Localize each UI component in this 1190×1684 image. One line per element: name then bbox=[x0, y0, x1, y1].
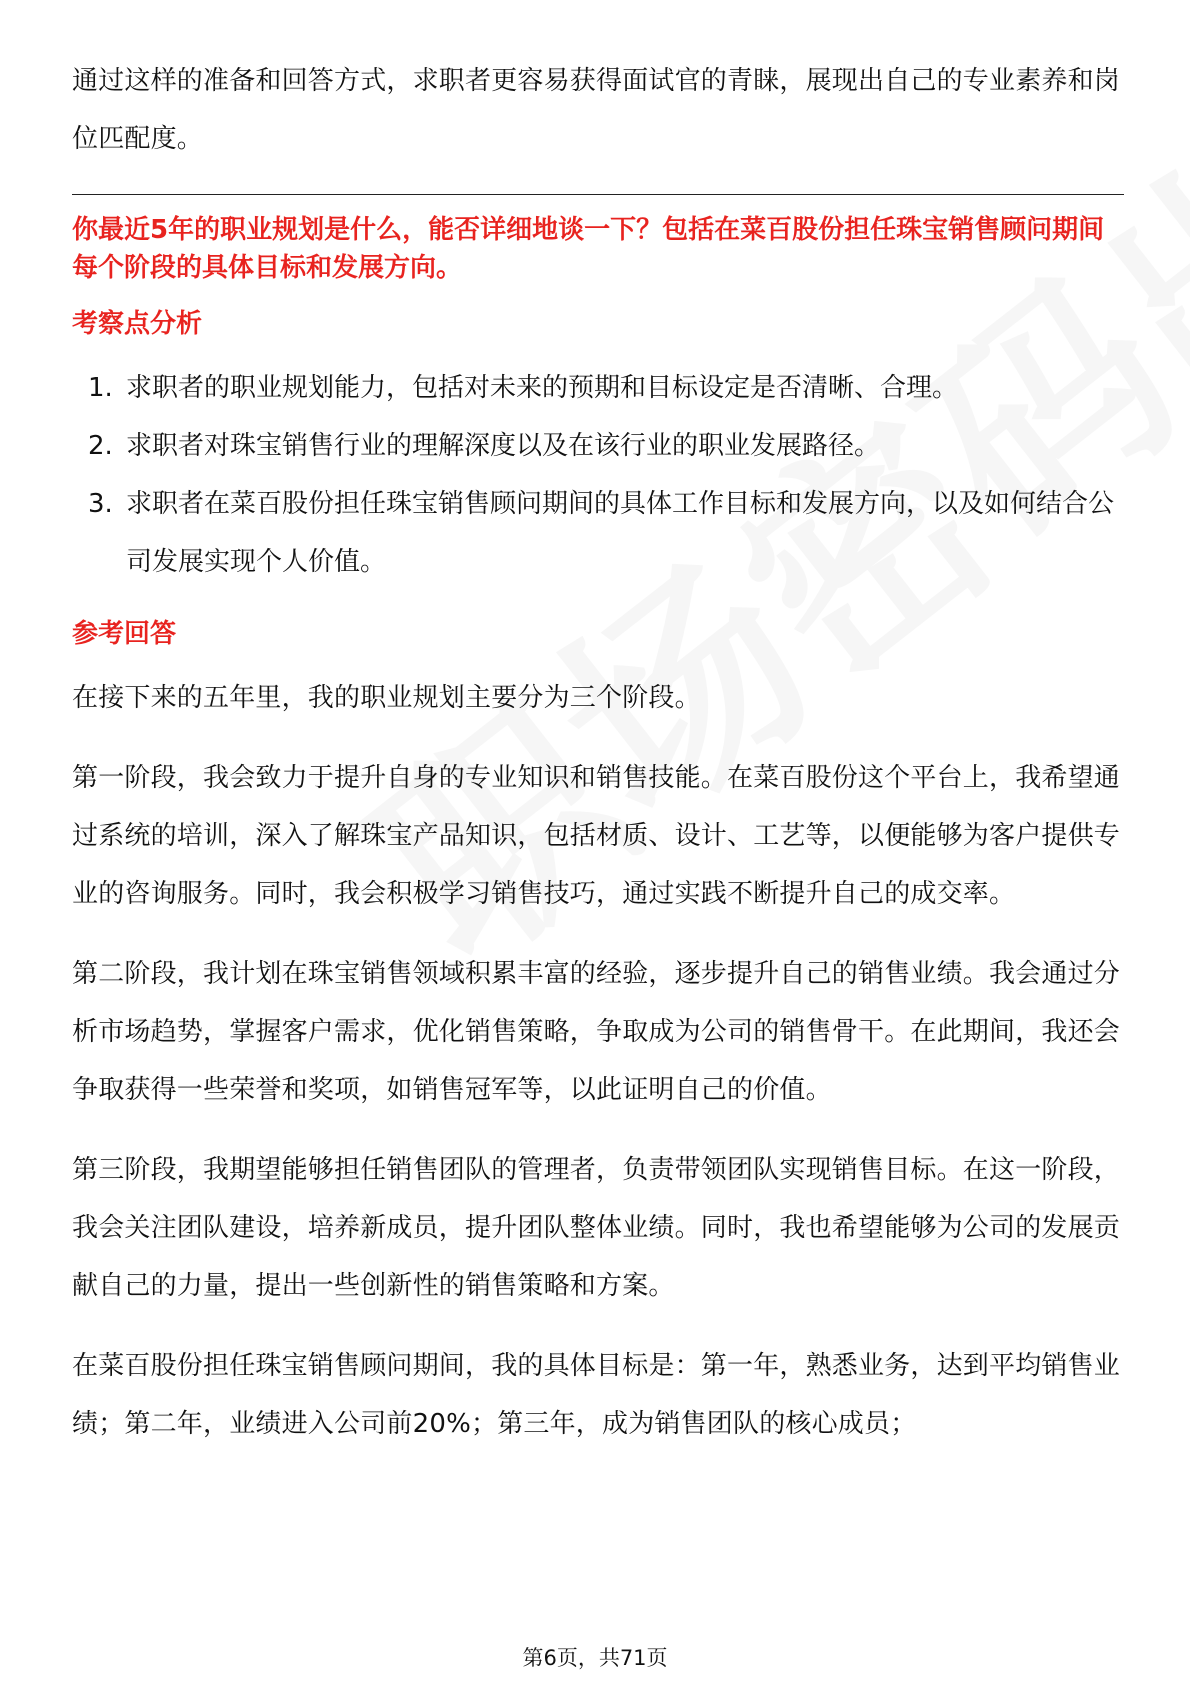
analysis-item-text: 求职者的职业规划能力，包括对未来的预期和目标设定是否清晰、合理。 bbox=[126, 373, 959, 403]
answer-paragraph: 第二阶段，我计划在珠宝销售领域积累丰富的经验，逐步提升自己的销售业绩。我会通过分析市场趋势，掌握客户需求，优化销售策略，争取成为公司的销售骨干。在此期间，我还会争取获得一些荣誉和奖项，如销售冠军等，以此证明自己的价值。 bbox=[72, 959, 1121, 1105]
analysis-item-number: 1. bbox=[88, 373, 113, 403]
analysis-item-text: 求职者对珠宝销售行业的理解深度以及在该行业的职业发展路径。 bbox=[126, 431, 881, 461]
analysis-item bbox=[72, 359, 1124, 417]
analysis-list bbox=[72, 359, 1124, 591]
analysis-item-number: 3. bbox=[88, 489, 113, 519]
answer-heading: 参考回答 bbox=[72, 619, 177, 649]
analysis-heading: 考察点分析 bbox=[72, 309, 203, 339]
analysis-item bbox=[72, 475, 1124, 591]
page-content bbox=[72, 52, 1124, 1475]
answer-paragraph: 第三阶段，我期望能够担任销售团队的管理者，负责带领团队实现销售目标。在这一阶段，我会关注团队建设，培养新成员，提升团队整体业绩。同时，我也希望能够为公司的发展贡献自己的力量，提出一些创新性的销售策略和方案。 bbox=[72, 1155, 1121, 1301]
answer-paragraph: 在菜百股份担任珠宝销售顾问期间，我的具体目标是：第一年，熟悉业务，达到平均销售业绩；第二年，业绩进入公司前20%；第三年，成为销售团队的核心成员； bbox=[72, 1351, 1121, 1439]
answer-paragraph: 在接下来的五年里，我的职业规划主要分为三个阶段。 bbox=[72, 683, 701, 713]
page-footer: 第6页，共71页 bbox=[522, 1646, 668, 1670]
interview-question: 你最近5年的职业规划是什么，能否详细地谈一下？包括在菜百股份担任珠宝销售顾问期间每个阶段的具体目标和发展方向。 bbox=[72, 215, 1105, 283]
analysis-item-text: 求职者在菜百股份担任珠宝销售顾问期间的具体工作目标和发展方向，以及如何结合公司发展实现个人价值。 bbox=[126, 489, 1115, 577]
analysis-item-number: 2. bbox=[88, 431, 113, 461]
intro-paragraph: 通过这样的准备和回答方式，求职者更容易获得面试官的青睐，展现出自己的专业素养和岗位匹配度。 bbox=[72, 66, 1121, 154]
section-divider bbox=[72, 194, 1124, 195]
analysis-item bbox=[72, 417, 1124, 475]
answer-paragraph: 第一阶段，我会致力于提升自身的专业知识和销售技能。在菜百股份这个平台上，我希望通过系统的培训，深入了解珠宝产品知识，包括材质、设计、工艺等，以便能够为客户提供专业的咨询服务。同时，我会积极学习销售技巧，通过实践不断提升自己的成交率。 bbox=[72, 763, 1121, 909]
